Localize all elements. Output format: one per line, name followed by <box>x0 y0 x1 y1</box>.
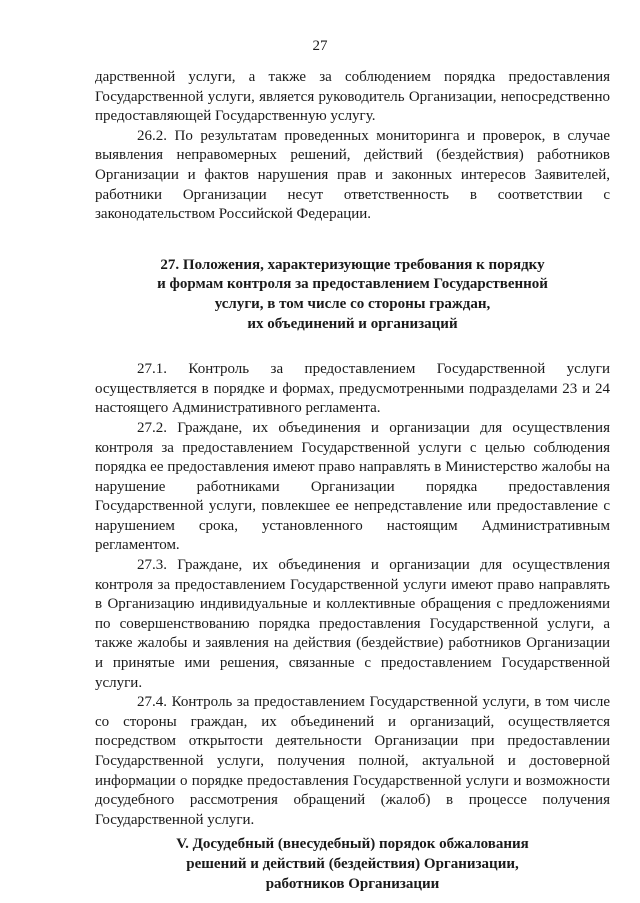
section-heading-v <box>95 835 610 894</box>
paragraph-27-3: 27.3. Граждане, их объединения и организации для осуществления контроля за предоставлением Государственной услуги имеют право направлять в Организацию индивидуальные и коллективные обращения с предложениями по совершенствованию порядка предоставления Государственной услуги, а также жалобы и заявления на действия (бездействие) работников Организации и принятые ими решения, связанные с предоставлением Государственной услуги. <box>95 557 610 691</box>
heading-line: V. Досудебный (внесудебный) порядок обжалования <box>176 836 529 853</box>
section-heading-27 <box>95 256 610 334</box>
heading-line: услуги, в том числе со стороны граждан, <box>214 295 491 312</box>
heading-line: работников Организации <box>265 875 440 892</box>
paragraph-continuation: дарственной услуги, а также за соблюдением порядка предоставления Государственной услуги, является руководитель Организации, непосредственно предоставляющей Государственную услугу. <box>95 69 610 125</box>
heading-line: их объединений и организаций <box>247 315 458 332</box>
heading-line: и формам контроля за предоставлением Государственной <box>157 276 548 293</box>
heading-line: 27. Положения, характеризующие требования к порядку <box>160 256 545 273</box>
paragraph-27-1: 27.1. Контроль за предоставлением Государственной услуги осуществляется в порядке и формах, предусмотренными подразделами 23 и 24 настоящего Административного регламента. <box>95 361 610 417</box>
paragraph-27-2: 27.2. Граждане, их объединения и организации для осуществления контроля за предоставлением Государственной услуги с целью соблюдения порядка ее предоставления имеют право направлять в Министерство жалобы на нарушение работниками Организации порядка предоставления Государственной услуги, повлекшее ее непредставление или предоставление с нарушением срока, установленного настоящим Административным регламентом. <box>95 419 610 554</box>
paragraph-27-4: 27.4. Контроль за предоставлением Государственной услуги, в том числе со стороны граждан, их объединений и организаций, осуществляется посредством открытости деятельности Организации при предоставлении Государственной услуги, получения полной, актуальной и достоверной информации о порядке предоставления Государственной услуги и возможности досудебного рассмотрения обращений (жалоб) в процессе получения Государственной услуги. <box>95 694 610 828</box>
page-number: 27 <box>312 38 328 54</box>
heading-line: решений и действий (бездействия) Организации, <box>186 855 519 872</box>
document-body <box>95 68 610 894</box>
paragraph-26-2: 26.2. По результатам проведенных мониторинга и проверок, в случае выявления неправомерных решений, действий (бездействия) работников Организации и фактов нарушения прав и законных интересов Заявителей, работники Организации несут ответственность в соответствии с законодательством Российской Федерации. <box>95 127 610 223</box>
